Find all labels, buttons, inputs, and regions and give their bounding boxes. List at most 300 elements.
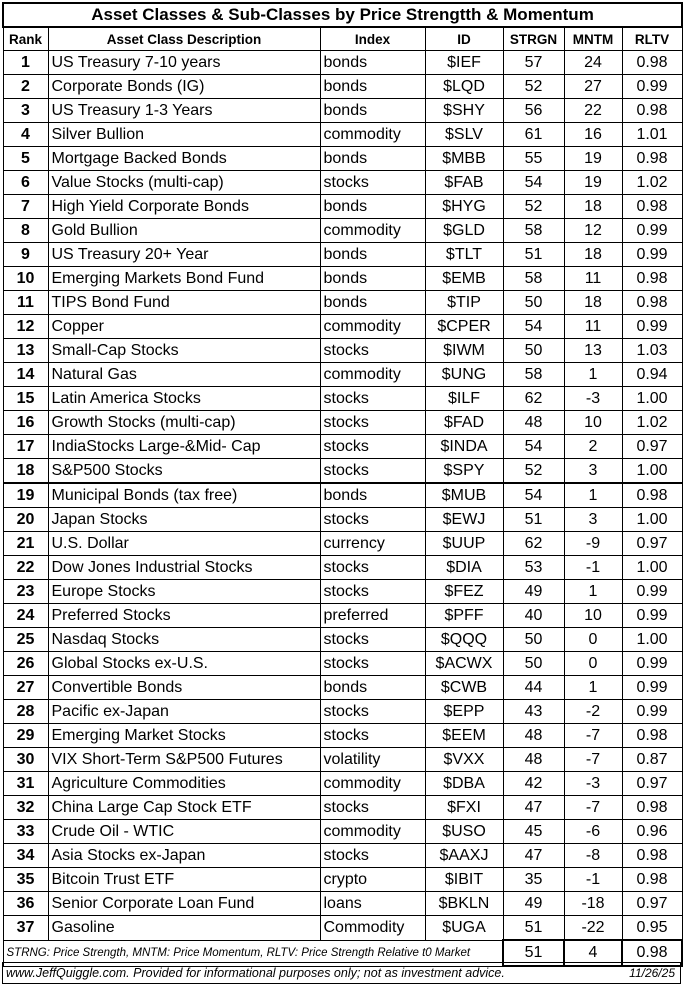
relative-cell: 0.97 [622,892,682,916]
ticker-cell: $ILF [425,387,503,411]
strength-cell: 48 [503,724,564,748]
rank-cell: 15 [3,387,48,411]
rank-cell: 37 [3,916,48,941]
index-cell: bonds [320,676,425,700]
rank-cell: 20 [3,508,48,532]
rank-cell: 23 [3,580,48,604]
ticker-cell: $EMB [425,267,503,291]
rank-cell: 21 [3,532,48,556]
momentum-cell: -6 [564,820,622,844]
index-cell: stocks [320,652,425,676]
ticker-cell: $UNG [425,363,503,387]
momentum-cell: -8 [564,844,622,868]
index-cell: commodity [320,219,425,243]
asset-class-table [2,2,683,967]
description-cell: US Treasury 1-3 Years [48,99,320,123]
ticker-cell: $DIA [425,556,503,580]
index-cell: commodity [320,315,425,339]
rank-cell: 27 [3,676,48,700]
index-cell: bonds [320,99,425,123]
table-row [3,411,682,435]
table-row [3,508,682,532]
table-row [3,724,682,748]
momentum-cell: 1 [564,363,622,387]
ticker-cell: $UGA [425,916,503,941]
description-cell: US Treasury 7-10 years [48,51,320,75]
momentum-cell: 18 [564,291,622,315]
ticker-cell: $IEF [425,51,503,75]
table-row [3,748,682,772]
ticker-cell: $VXX [425,748,503,772]
momentum-cell: 0 [564,628,622,652]
relative-cell: 0.98 [622,99,682,123]
index-cell: stocks [320,724,425,748]
table-row [3,291,682,315]
description-cell: Emerging Markets Bond Fund [48,267,320,291]
index-cell: bonds [320,243,425,267]
strength-cell: 45 [503,820,564,844]
momentum-cell: -2 [564,700,622,724]
strength-cell: 53 [503,556,564,580]
ticker-cell: $PFF [425,604,503,628]
momentum-cell: 1 [564,676,622,700]
strength-cell: 49 [503,580,564,604]
momentum-cell: 18 [564,195,622,219]
table-row [3,315,682,339]
description-cell: IndiaStocks Large-&Mid- Cap [48,435,320,459]
rank-cell: 25 [3,628,48,652]
rank-cell: 3 [3,99,48,123]
strength-cell: 58 [503,219,564,243]
momentum-cell: 10 [564,604,622,628]
index-cell: stocks [320,580,425,604]
ticker-cell: $CPER [425,315,503,339]
index-cell: commodity [320,363,425,387]
rank-cell: 31 [3,772,48,796]
table-row [3,219,682,243]
rank-cell: 4 [3,123,48,147]
table-row [3,700,682,724]
momentum-cell: 1 [564,580,622,604]
description-cell: Global Stocks ex-U.S. [48,652,320,676]
index-cell: bonds [320,267,425,291]
table-row [3,435,682,459]
table-row [3,51,682,75]
description-cell: Preferred Stocks [48,604,320,628]
table-row [3,580,682,604]
momentum-cell: -7 [564,724,622,748]
ticker-cell: $USO [425,820,503,844]
relative-cell: 0.99 [622,75,682,99]
strength-cell: 52 [503,195,564,219]
footer-date: 11/26/25 [629,966,675,980]
index-cell: volatility [320,748,425,772]
strength-cell: 51 [503,916,564,941]
description-cell: Small-Cap Stocks [48,339,320,363]
description-cell: Dow Jones Industrial Stocks [48,556,320,580]
relative-cell: 0.99 [622,243,682,267]
ticker-cell: $UUP [425,532,503,556]
relative-cell: 0.98 [622,147,682,171]
strength-cell: 56 [503,99,564,123]
description-cell: Gold Bullion [48,219,320,243]
momentum-cell: 22 [564,99,622,123]
rank-cell: 7 [3,195,48,219]
momentum-cell: 3 [564,508,622,532]
ticker-cell: $SPY [425,459,503,484]
table-row [3,604,682,628]
strength-cell: 58 [503,363,564,387]
strength-cell: 51 [503,508,564,532]
column-header-id: ID [425,27,503,51]
ticker-cell: $CWB [425,676,503,700]
momentum-cell: 10 [564,411,622,435]
description-cell: Crude Oil - WTIC [48,820,320,844]
relative-cell: 0.99 [622,315,682,339]
relative-cell: 0.99 [622,652,682,676]
momentum-cell: 13 [564,339,622,363]
relative-cell: 0.98 [622,483,682,508]
ticker-cell: $FAB [425,171,503,195]
index-cell: stocks [320,435,425,459]
description-cell: Copper [48,315,320,339]
index-cell: currency [320,532,425,556]
index-cell: stocks [320,339,425,363]
rank-cell: 28 [3,700,48,724]
momentum-cell: -22 [564,916,622,941]
momentum-cell: -18 [564,892,622,916]
strength-cell: 50 [503,291,564,315]
relative-cell: 1.00 [622,628,682,652]
table-row [3,147,682,171]
relative-cell: 0.96 [622,820,682,844]
description-cell: Pacific ex-Japan [48,700,320,724]
index-cell: Commodity [320,916,425,941]
momentum-cell: 18 [564,243,622,267]
momentum-cell: 24 [564,51,622,75]
relative-cell: 1.01 [622,123,682,147]
column-header-description: Asset Class Description [48,27,320,51]
table-row [3,483,682,508]
table-row [3,892,682,916]
momentum-cell: -1 [564,868,622,892]
description-cell: Asia Stocks ex-Japan [48,844,320,868]
rank-cell: 35 [3,868,48,892]
description-cell: Silver Bullion [48,123,320,147]
rank-cell: 24 [3,604,48,628]
rank-cell: 29 [3,724,48,748]
rank-cell: 8 [3,219,48,243]
rank-cell: 32 [3,796,48,820]
table-row [3,195,682,219]
sheet-title: Asset Classes & Sub-Classes by Price Strengtth & Momentum [3,3,682,27]
strength-cell: 40 [503,604,564,628]
description-cell: High Yield Corporate Bonds [48,195,320,219]
relative-cell: 0.97 [622,772,682,796]
table-row [3,363,682,387]
relative-cell: 0.97 [622,435,682,459]
strength-cell: 44 [503,676,564,700]
strength-cell: 54 [503,315,564,339]
strength-cell: 62 [503,387,564,411]
relative-cell: 0.98 [622,267,682,291]
description-cell: Growth Stocks (multi-cap) [48,411,320,435]
strength-cell: 54 [503,483,564,508]
strength-cell: 57 [503,51,564,75]
ticker-cell: $LQD [425,75,503,99]
table-row [3,171,682,195]
column-header-rank: Rank [3,27,48,51]
rank-cell: 33 [3,820,48,844]
ticker-cell: $EEM [425,724,503,748]
index-cell: bonds [320,195,425,219]
header-row [3,27,682,51]
ticker-cell: $EPP [425,700,503,724]
rank-cell: 11 [3,291,48,315]
column-header-index: Index [320,27,425,51]
rank-cell: 19 [3,483,48,508]
table-row [3,556,682,580]
table-row [3,820,682,844]
momentum-cell: -3 [564,772,622,796]
rank-cell: 13 [3,339,48,363]
strength-cell: 35 [503,868,564,892]
rank-cell: 5 [3,147,48,171]
ticker-cell: $GLD [425,219,503,243]
strength-cell: 47 [503,844,564,868]
asset-class-sheet [2,2,681,967]
table-row [3,243,682,267]
column-header-strength: STRGN [503,27,564,51]
table-row [3,628,682,652]
description-cell: Mortgage Backed Bonds [48,147,320,171]
table-row [3,772,682,796]
description-cell: Agriculture Commodities [48,772,320,796]
relative-cell: 0.98 [622,796,682,820]
ticker-cell: $AAXJ [425,844,503,868]
index-cell: stocks [320,508,425,532]
strength-cell: 48 [503,411,564,435]
momentum-cell: 3 [564,459,622,484]
momentum-cell: 2 [564,435,622,459]
ticker-cell: $INDA [425,435,503,459]
ticker-cell: $BKLN [425,892,503,916]
market-strength-value: 51 [503,940,564,966]
ticker-cell: $DBA [425,772,503,796]
description-cell: US Treasury 20+ Year [48,243,320,267]
table-row [3,652,682,676]
footer-bar [2,962,681,984]
table-row [3,676,682,700]
momentum-cell: -3 [564,387,622,411]
index-cell: commodity [320,772,425,796]
rank-cell: 10 [3,267,48,291]
table-row [3,123,682,147]
description-cell: Convertible Bonds [48,676,320,700]
rank-cell: 1 [3,51,48,75]
table-row [3,916,682,941]
table-row [3,532,682,556]
table-row [3,75,682,99]
index-cell: bonds [320,483,425,508]
index-cell: bonds [320,51,425,75]
description-cell: Bitcoin Trust ETF [48,868,320,892]
rank-cell: 2 [3,75,48,99]
relative-cell: 0.98 [622,844,682,868]
index-cell: stocks [320,796,425,820]
description-cell: U.S. Dollar [48,532,320,556]
description-cell: Japan Stocks [48,508,320,532]
strength-cell: 43 [503,700,564,724]
description-cell: Natural Gas [48,363,320,387]
index-cell: crypto [320,868,425,892]
rank-cell: 22 [3,556,48,580]
index-cell: stocks [320,171,425,195]
strength-cell: 54 [503,435,564,459]
strength-cell: 42 [503,772,564,796]
ticker-cell: $TLT [425,243,503,267]
relative-cell: 1.00 [622,387,682,411]
rank-cell: 9 [3,243,48,267]
description-cell: Value Stocks (multi-cap) [48,171,320,195]
momentum-cell: 27 [564,75,622,99]
momentum-cell: -7 [564,796,622,820]
relative-cell: 1.00 [622,459,682,484]
rank-cell: 17 [3,435,48,459]
description-cell: Municipal Bonds (tax free) [48,483,320,508]
ticker-cell: $MUB [425,483,503,508]
footer-disclaimer: www.JeffQuiggle.com. Provided for informational purposes only; not as investment advice. [6,966,505,980]
ticker-cell: $IWM [425,339,503,363]
index-cell: bonds [320,75,425,99]
rank-cell: 30 [3,748,48,772]
ticker-cell: $ACWX [425,652,503,676]
strength-cell: 50 [503,628,564,652]
table-row [3,267,682,291]
ticker-cell: $QQQ [425,628,503,652]
description-cell: S&P500 Stocks [48,459,320,484]
description-cell: VIX Short-Term S&P500 Futures [48,748,320,772]
ticker-cell: $IBIT [425,868,503,892]
rank-cell: 34 [3,844,48,868]
relative-cell: 0.98 [622,724,682,748]
description-cell: Emerging Market Stocks [48,724,320,748]
description-cell: Nasdaq Stocks [48,628,320,652]
relative-cell: 0.95 [622,916,682,941]
relative-cell: 1.02 [622,411,682,435]
rank-cell: 18 [3,459,48,484]
table-row [3,99,682,123]
relative-cell: 0.98 [622,195,682,219]
strength-cell: 58 [503,267,564,291]
description-cell: Europe Stocks [48,580,320,604]
index-cell: stocks [320,844,425,868]
index-cell: bonds [320,291,425,315]
index-cell: commodity [320,820,425,844]
relative-cell: 0.99 [622,676,682,700]
strength-cell: 51 [503,243,564,267]
market-momentum-value: 4 [564,940,622,966]
ticker-cell: $FEZ [425,580,503,604]
index-cell: stocks [320,556,425,580]
momentum-cell: 16 [564,123,622,147]
table-row [3,868,682,892]
ticker-cell: $FAD [425,411,503,435]
ticker-cell: $TIP [425,291,503,315]
table-row [3,459,682,484]
description-cell: China Large Cap Stock ETF [48,796,320,820]
relative-cell: 0.99 [622,219,682,243]
description-cell: Latin America Stocks [48,387,320,411]
strength-cell: 55 [503,147,564,171]
index-cell: loans [320,892,425,916]
description-cell: Corporate Bonds (IG) [48,75,320,99]
ticker-cell: $FXI [425,796,503,820]
ticker-cell: $SLV [425,123,503,147]
rank-cell: 36 [3,892,48,916]
relative-cell: 0.99 [622,700,682,724]
rank-cell: 6 [3,171,48,195]
relative-cell: 0.98 [622,291,682,315]
momentum-cell: -1 [564,556,622,580]
momentum-cell: -7 [564,748,622,772]
description-cell: Gasoline [48,916,320,941]
index-cell: stocks [320,628,425,652]
ticker-cell: $SHY [425,99,503,123]
strength-cell: 61 [503,123,564,147]
strength-cell: 47 [503,796,564,820]
relative-cell: 1.03 [622,339,682,363]
relative-cell: 0.99 [622,604,682,628]
column-header-relative: RLTV [622,27,682,51]
index-cell: stocks [320,387,425,411]
market-relative-value: 0.98 [622,940,682,966]
rank-cell: 26 [3,652,48,676]
relative-cell: 0.98 [622,51,682,75]
table-row [3,339,682,363]
index-cell: preferred [320,604,425,628]
strength-cell: 49 [503,892,564,916]
table-row [3,844,682,868]
relative-cell: 1.00 [622,508,682,532]
index-cell: stocks [320,459,425,484]
relative-cell: 1.02 [622,171,682,195]
strength-cell: 50 [503,652,564,676]
momentum-cell: 1 [564,483,622,508]
relative-cell: 0.98 [622,868,682,892]
rank-cell: 12 [3,315,48,339]
momentum-cell: 19 [564,147,622,171]
strength-cell: 54 [503,171,564,195]
ticker-cell: $HYG [425,195,503,219]
index-cell: stocks [320,700,425,724]
index-cell: bonds [320,147,425,171]
relative-cell: 0.99 [622,580,682,604]
strength-cell: 62 [503,532,564,556]
ticker-cell: $MBB [425,147,503,171]
rank-cell: 14 [3,363,48,387]
momentum-cell: -9 [564,532,622,556]
strength-cell: 50 [503,339,564,363]
relative-cell: 0.94 [622,363,682,387]
column-header-momentum: MNTM [564,27,622,51]
momentum-cell: 11 [564,267,622,291]
momentum-cell: 19 [564,171,622,195]
momentum-cell: 0 [564,652,622,676]
description-cell: Senior Corporate Loan Fund [48,892,320,916]
relative-cell: 0.97 [622,532,682,556]
legend-text: STRNG: Price Strength, MNTM: Price Momentum, RLTV: Price Strength Relative t0 Market [3,940,503,966]
